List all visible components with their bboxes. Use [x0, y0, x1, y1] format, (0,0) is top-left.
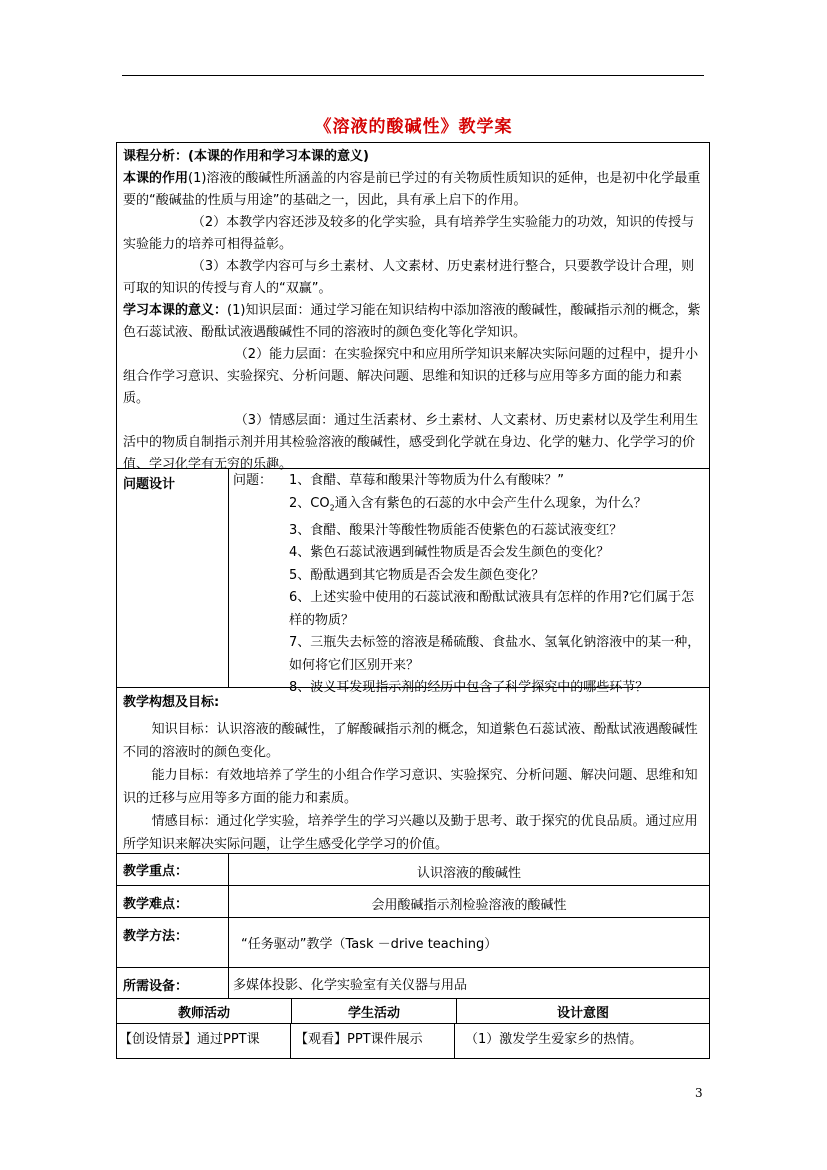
student-activity-header: 学生活动 — [292, 999, 457, 1023]
design-intent-header: 设计意图 — [556, 1006, 609, 1021]
question-3: 3、食醋、酸果汁等酸性物质能否使紫色的石蕊试液变红？ — [289, 522, 623, 538]
emotion-goal: 情感目标：通过化学实验，培养学生的学习兴趣以及勤于思考、敢于探究的优良品质。通过应用所学知识来解决实际问题，让学生感受化学学习的价值。 — [123, 814, 698, 852]
difficulty-row — [116, 886, 710, 918]
question-8: 8、波义耳发现指示剂的经历中包含了科学探究中的哪些环节？ — [289, 680, 649, 696]
role-text-1: (1)溶液的酸碱性所涵盖的内容是前已学过的有关物质性质知识的延伸，也是初中化学最重要的“酸碱盐的性质与用途”的基础之一，因此，具有承上启下的作用。 — [123, 171, 701, 208]
equipment-label: 所需设备： — [117, 968, 229, 998]
document-title: 《溶液的酸碱性》教学案 — [314, 117, 513, 137]
method-row — [116, 918, 710, 968]
question-7: 7、三瓶失去标签的溶液是稀硫酸、食盐水、氢氧化钠溶液中的某一种，如何将它们区别开来？ — [289, 635, 701, 673]
meaning-paragraph-1: 学习本课的意义：(1)知识层面：通过学习能在知识结构中添加溶液的酸碱性，酸碱指示剂的概念，紫色石蕊试液、酚酞试液遇酸碱性不同的溶液时的颜色变化等化学知识。 — [123, 303, 701, 340]
question-design-label: 问题设计 — [117, 469, 229, 687]
meaning-label: 学习本课的意义 — [123, 303, 215, 318]
question-1: 1、食醋、草莓和酸果汁等物质为什么有酸味？” — [289, 473, 565, 488]
activity-row-1 — [116, 1024, 710, 1059]
key-point-value: 认识溶液的酸碱性 — [416, 866, 521, 881]
teaching-goals-section — [116, 688, 710, 854]
goals-heading: 教学构想及目标: — [123, 695, 220, 710]
question-list — [229, 469, 709, 696]
equipment-value: 多媒体投影、化学实验室有关仪器与用品 — [233, 978, 468, 993]
question-2: 2、$CO_2$通入含有紫色的石蕊的水中会产生什么现象，为什么？ — [289, 495, 647, 513]
question-design-row — [116, 469, 710, 696]
activity-header-row — [116, 999, 710, 1024]
question-5: 5、酚酞遇到其它物质是否会发生颜色变化？ — [289, 567, 545, 583]
key-point-label: 教学重点： — [117, 854, 229, 885]
role-paragraph-2: （2）本教学内容还涉及较多的化学实验，具有培养学生实验能力的功效，知识的传授与实验能力的培养可相得益彰。 — [123, 215, 695, 252]
role-label: 本课的作用 — [123, 171, 189, 186]
question-4: 4、紫色石蕊试液遇到碱性物质是否会发生颜色的变化？ — [289, 545, 610, 561]
meaning-paragraph-2: （2）能力层面：在实验探究中和应用所学知识来解决实际问题的过程中，提升小组合作学习意识、实验探究、分析问题、解决问题、思维和知识的迁移与应用等多方面的能力和素质。 — [123, 347, 699, 406]
key-point-row — [116, 854, 710, 886]
course-analysis-section — [116, 142, 710, 472]
ability-goal: 能力目标：有效地培养了学生的小组合作学习意识、实验探究、分析问题、解决问题、思维和知识的迁移与应用等多方面的能力和素质。 — [123, 768, 698, 806]
design-intent-cell: （1）激发学生爱家乡的热情。 — [465, 1032, 643, 1047]
lesson-plan-table — [116, 142, 710, 1059]
method-value: “任务驱动”教学（Task －drive teaching） — [241, 937, 498, 952]
page-number: 3 — [695, 1086, 703, 1100]
teacher-activity-cell: 【创设情景】通过PPT课 — [117, 1024, 291, 1058]
analysis-heading: 课程分析：(本课的作用和学习本课的意义) — [123, 149, 369, 164]
difficulty-label: 教学难点： — [117, 886, 229, 917]
meaning-paragraph-3: （3）情感层面：通过生活素材、乡土素材、人文素材、历史素材以及学生利用生活中的物质自制指示剂并用其检验溶液的酸碱性，感受到化学就在身边、化学的魅力、化学学习的价值、学习化学有无穷的乐趣。 — [123, 413, 699, 472]
header-rule — [122, 75, 704, 76]
difficulty-value: 会用酸碱指示剂检验溶液的酸碱性 — [371, 898, 567, 913]
knowledge-goal: 知识目标：认识溶液的酸碱性，了解酸碱指示剂的概念，知道紫色石蕊试液、酚酞试液遇酸碱性不同的溶液时的颜色变化。 — [123, 722, 698, 760]
method-label: 教学方法： — [117, 918, 229, 967]
teacher-activity-header: 教师活动 — [117, 999, 292, 1023]
meaning-text-1: (1)知识层面：通过学习能在知识结构中添加溶液的酸碱性，酸碱指示剂的概念，紫色石蕊试液、酚酞试液遇酸碱性不同的溶液时的颜色变化等化学知识。 — [123, 303, 701, 340]
role-paragraph-3: （3）本教学内容可与乡土素材、人文素材、历史素材进行整合，只要教学设计合理，则可取的知识的传授与育人的“双赢”。 — [123, 259, 695, 296]
question-6: 6、上述实验中使用的石蕊试液和酚酞试液具有怎样的作用?它们属于怎样的物质？ — [289, 590, 695, 628]
role-paragraph-1 — [123, 168, 703, 212]
question-prefix: 问题： — [233, 473, 273, 488]
student-activity-cell: 【观看】PPT课件展示 — [291, 1024, 455, 1058]
equipment-row — [116, 968, 710, 999]
